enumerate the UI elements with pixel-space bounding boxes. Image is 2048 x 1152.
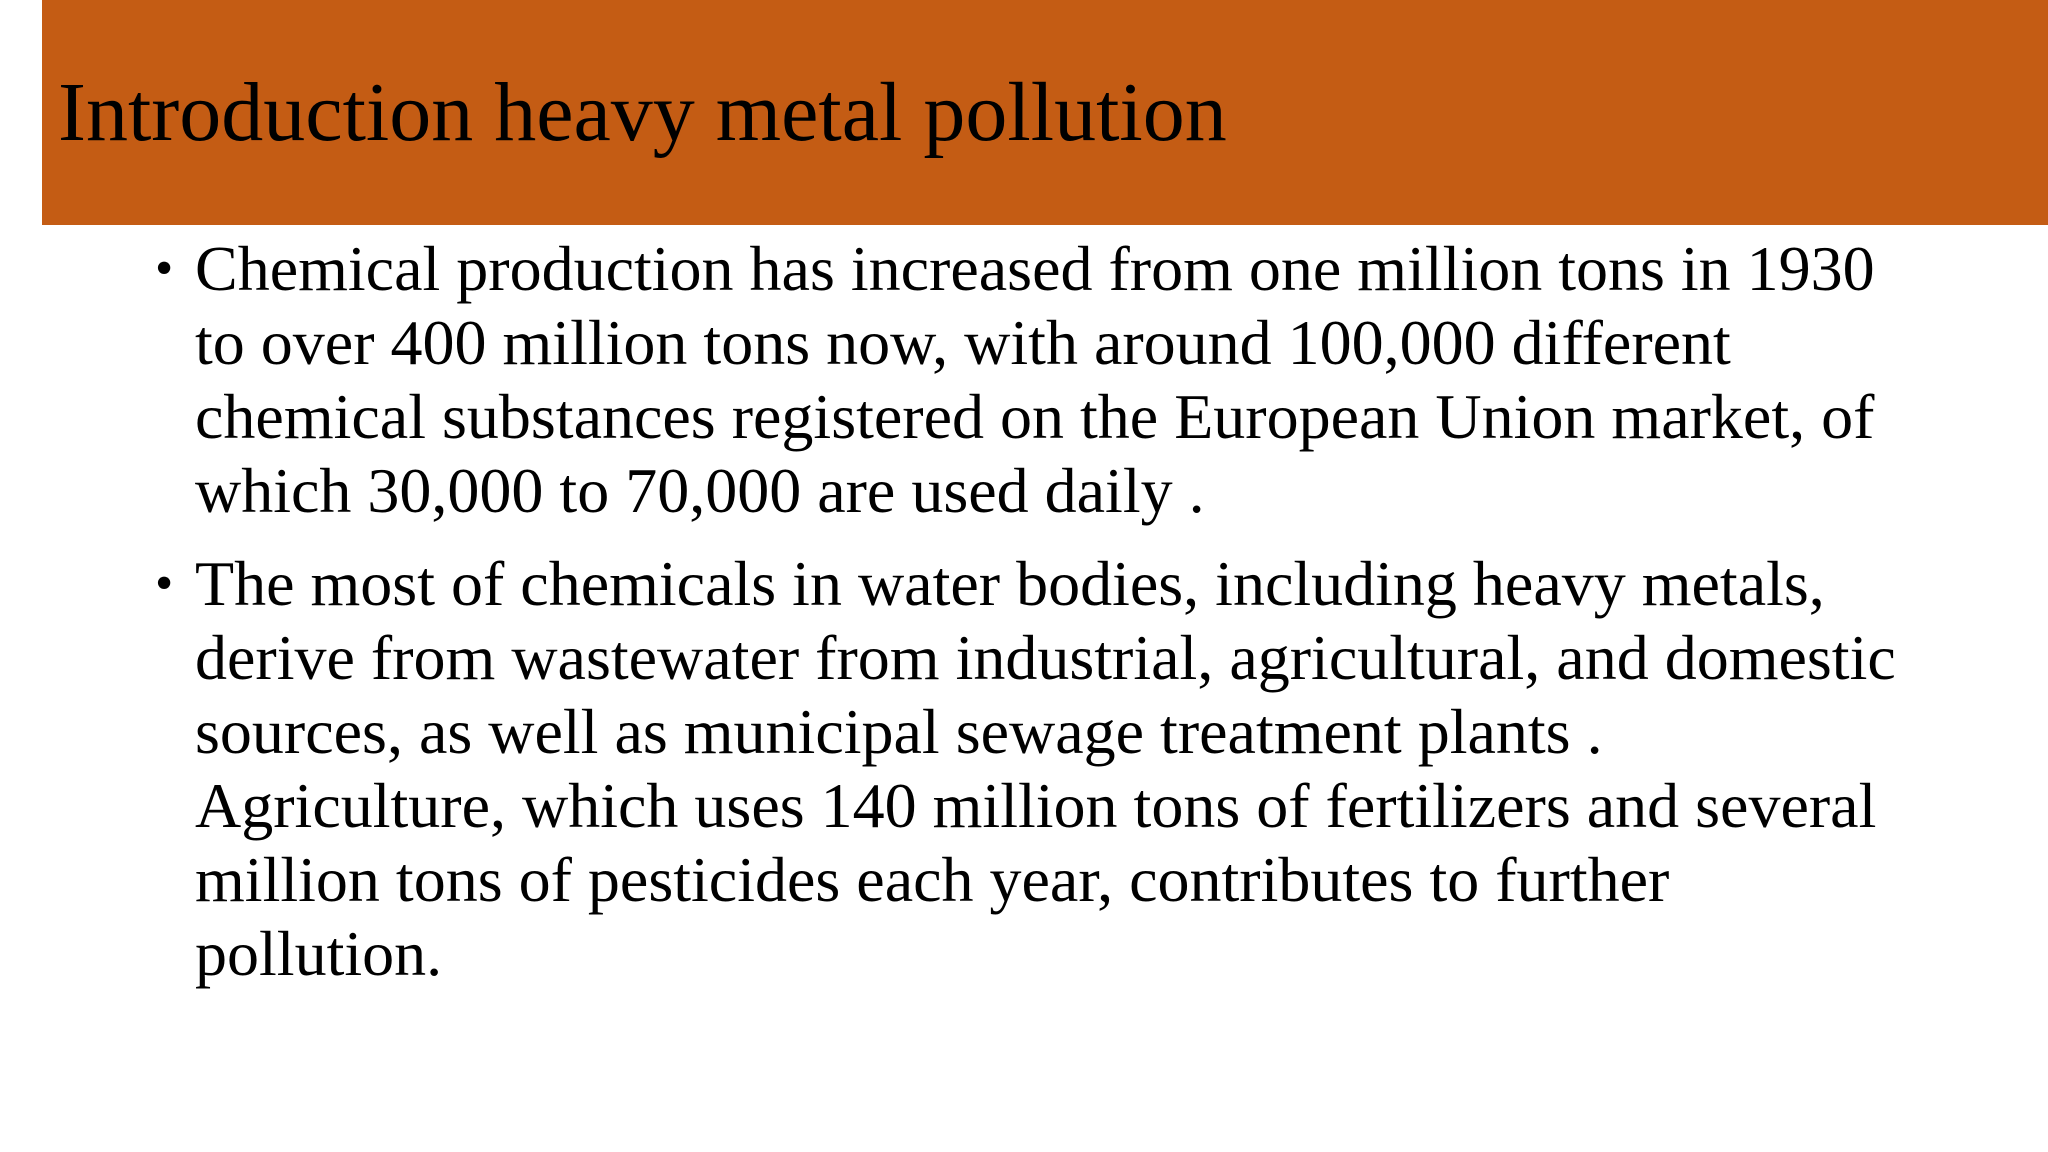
bullet-text: The most of chemicals in water bodies, including heavy metals, derive from wastewater from industrial, agricultural, and domestic sources, as well as municipal sewage treatment plants . Agriculture, which uses 140 million tons of fertilizers and several million tons of pesticides each year, contributes to further pollution. bbox=[195, 548, 1896, 989]
bullet-list bbox=[150, 232, 1920, 991]
bullet-text: Chemical production has increased from one million tons in 1930 to over 400 million tons now, with around 100,000 different chemical substances registered on the European Union market, of which 30,000 to 70,000 are used daily . bbox=[195, 233, 1875, 526]
bullet-item-water-pollution-sources bbox=[150, 547, 1920, 991]
bullet-icon: • bbox=[155, 555, 174, 612]
slide-title: Introduction heavy metal pollution bbox=[58, 66, 1227, 159]
bullet-item-chemical-production bbox=[150, 232, 1920, 528]
bullet-icon: • bbox=[155, 240, 174, 297]
